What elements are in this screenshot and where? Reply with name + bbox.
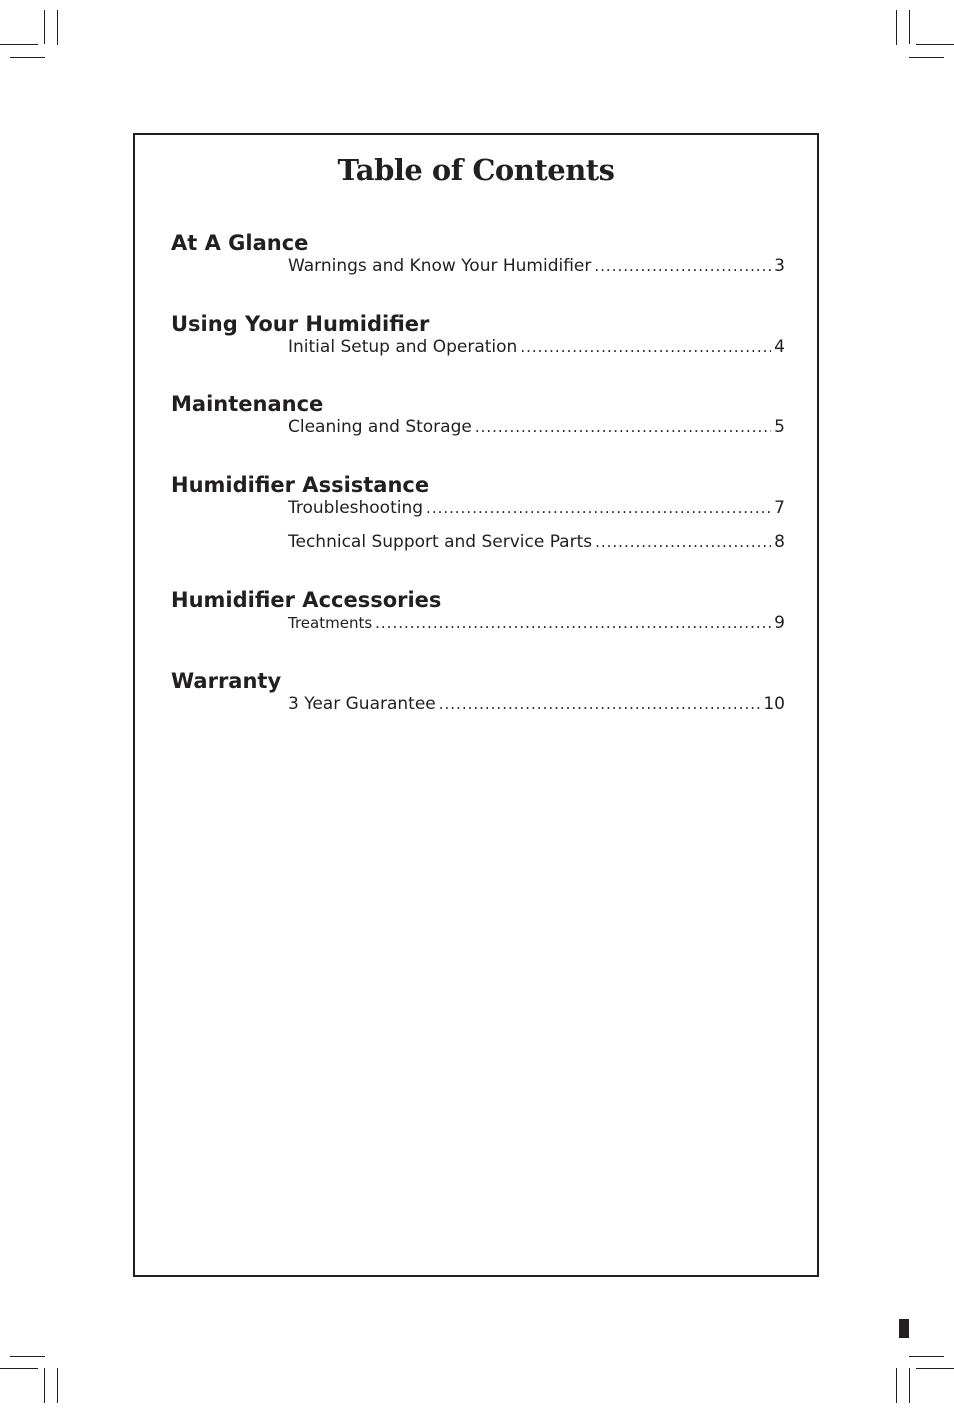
crop-mark bbox=[0, 1368, 38, 1369]
toc-entry[interactable] bbox=[288, 612, 785, 634]
crop-mark bbox=[916, 44, 954, 45]
section-heading: Using Your Humidifier bbox=[171, 312, 430, 336]
crop-mark bbox=[0, 44, 38, 45]
entry-page-number: 5 bbox=[774, 417, 785, 437]
dot-leader bbox=[426, 497, 771, 519]
page-title: Table of Contents bbox=[337, 153, 615, 187]
dot-leader bbox=[520, 336, 771, 358]
entry-page-number: 9 bbox=[774, 613, 785, 633]
entry-page-number: 8 bbox=[774, 532, 785, 552]
crop-mark bbox=[57, 10, 58, 45]
crop-mark bbox=[916, 1368, 954, 1369]
entry-page-number: 4 bbox=[774, 337, 785, 357]
toc-section-humidifier-accessories bbox=[171, 588, 785, 634]
toc-section-warranty bbox=[171, 669, 785, 715]
crop-mark bbox=[44, 10, 45, 44]
table-of-contents bbox=[133, 133, 819, 1277]
entry-label: Warnings and Know Your Humidifier bbox=[288, 256, 592, 276]
section-heading: Humidifier Accessories bbox=[171, 588, 442, 612]
dot-leader bbox=[375, 612, 771, 634]
toc-section-humidifier-assistance bbox=[171, 473, 785, 553]
toc-entry[interactable] bbox=[288, 531, 785, 553]
page-edge-marker bbox=[899, 1319, 909, 1338]
entry-label: Troubleshooting bbox=[288, 498, 424, 518]
section-heading: Maintenance bbox=[171, 392, 324, 416]
toc-section-at-a-glance bbox=[171, 231, 785, 277]
entry-label: Treatments bbox=[288, 614, 373, 632]
section-heading: Warranty bbox=[171, 669, 282, 693]
toc-entry[interactable] bbox=[288, 255, 785, 277]
entry-page-number: 3 bbox=[774, 256, 785, 276]
crop-mark bbox=[44, 1368, 45, 1403]
crop-mark bbox=[57, 1368, 58, 1403]
section-heading: Humidifier Assistance bbox=[171, 473, 430, 497]
crop-mark bbox=[909, 1356, 944, 1357]
dot-leader bbox=[594, 255, 771, 277]
crop-mark bbox=[10, 1356, 45, 1357]
entry-label: Initial Setup and Operation bbox=[288, 337, 518, 357]
crop-mark bbox=[10, 57, 45, 58]
toc-section-maintenance bbox=[171, 392, 785, 438]
entry-page-number: 7 bbox=[774, 498, 785, 518]
entry-label: Technical Support and Service Parts bbox=[288, 532, 593, 552]
dot-leader bbox=[439, 693, 761, 715]
crop-mark bbox=[896, 10, 897, 45]
crop-mark bbox=[909, 57, 944, 58]
section-heading: At A Glance bbox=[171, 231, 309, 255]
entry-label: Cleaning and Storage bbox=[288, 417, 472, 437]
crop-mark bbox=[896, 1368, 897, 1403]
toc-entry[interactable] bbox=[288, 416, 785, 438]
crop-mark bbox=[909, 1368, 910, 1403]
toc-entry[interactable] bbox=[288, 336, 785, 358]
entry-label: 3 Year Guarantee bbox=[288, 694, 436, 714]
dot-leader bbox=[595, 531, 771, 553]
crop-mark bbox=[909, 10, 910, 44]
toc-entry[interactable] bbox=[288, 497, 785, 519]
toc-section-using-your-humidifier bbox=[171, 312, 785, 358]
dot-leader bbox=[475, 416, 771, 438]
toc-entry[interactable] bbox=[288, 693, 785, 715]
entry-page-number: 10 bbox=[763, 694, 785, 714]
